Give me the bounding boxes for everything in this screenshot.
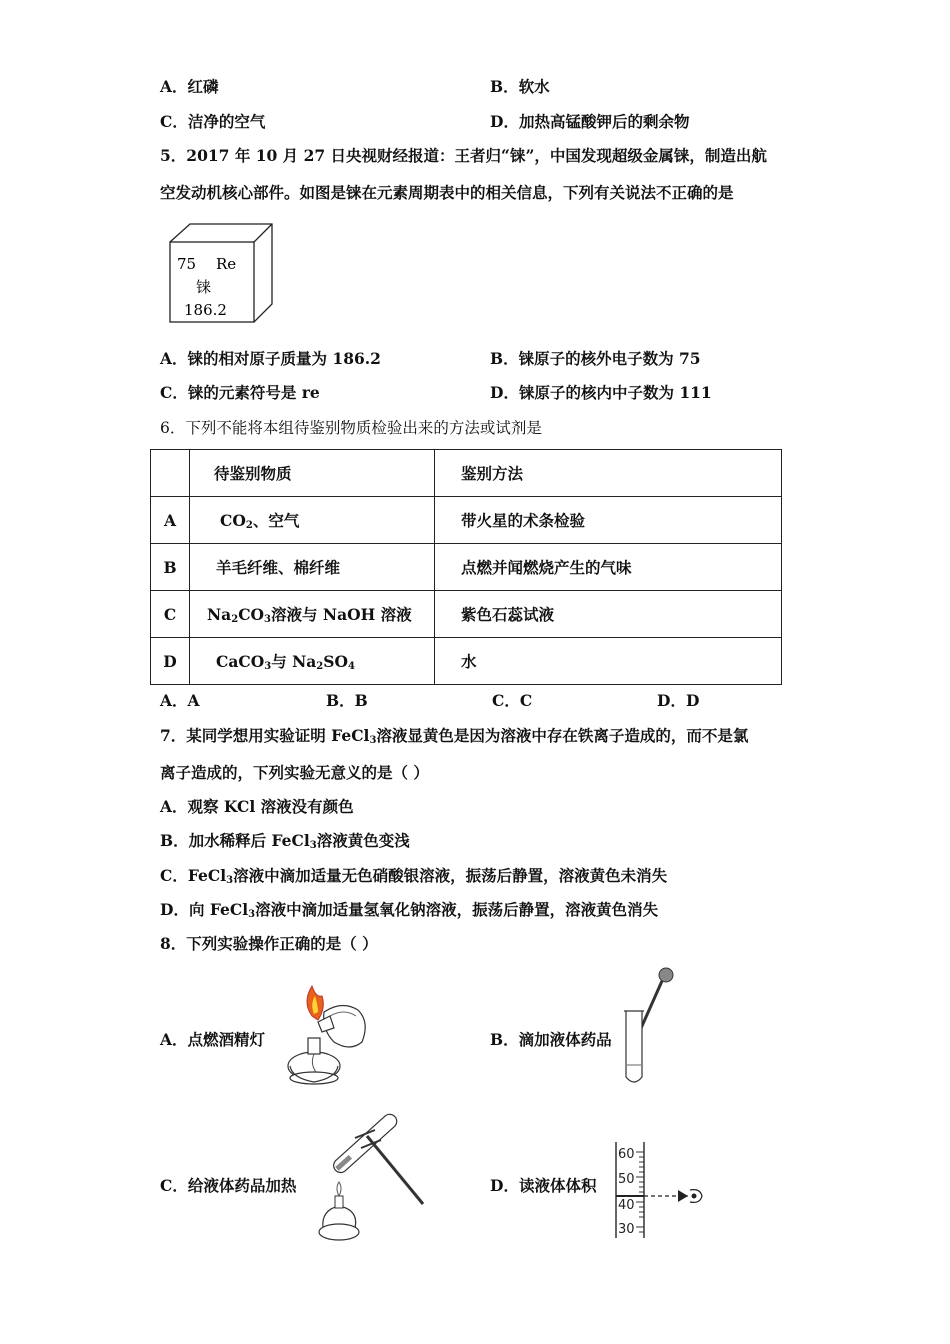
- cylinder-tick-60: 60: [618, 1147, 635, 1162]
- q5-stem-line2: 空发动机核心部件。如图是铼在元素周期表中的相关信息，下列有关说法不正确的是: [160, 183, 734, 202]
- q6-answer-a: A．A: [160, 691, 200, 710]
- row-label: D: [151, 638, 190, 685]
- row-substance: $CO_2$、空气: [190, 497, 435, 544]
- row-substance: CaCO$_3$与 $Na_2SO_4$: [190, 638, 435, 685]
- q7-option-c: C．FeCl$_3$溶液中滴加适量无色硝酸银溶液，振荡后静置，溶液黄色未消失: [160, 866, 668, 886]
- q5-stem-line1: 5．2017 年 10 月 27 日央视财经报道：王者归“铼”，中国发现超级金属铼，制造出航: [160, 146, 767, 165]
- heating-liquid-image: [305, 1122, 435, 1252]
- q4-option-a: A．红磷: [160, 77, 219, 96]
- q7-stem-line1: 7．某同学想用实验证明 FeCl$_3$溶液显黄色是因为溶液中存在铁离子造成的，而不是氯: [160, 726, 749, 746]
- q7-stem-line2: 离子造成的，下列实验无意义的是（ ）: [160, 763, 429, 782]
- element-atomic-mass: 186.2: [184, 301, 227, 319]
- q7-option-b: B．加水稀释后 FeCl$_3$溶液黄色变浅: [160, 831, 410, 851]
- table-row: [151, 591, 782, 638]
- table-row: [151, 638, 782, 685]
- q5-option-b: B．铼原子的核外电子数为 75: [490, 349, 701, 368]
- q4-option-c: C．洁净的空气: [160, 112, 266, 131]
- q8-stem: 8．下列实验操作正确的是（ ）: [160, 934, 378, 953]
- q4-option-d: D．加热高锰酸钾后的剩余物: [490, 112, 690, 131]
- lighting-alcohol-lamp-image: [272, 982, 382, 1092]
- element-card-image: [160, 220, 280, 330]
- cylinder-tick-30: 30: [618, 1222, 635, 1237]
- q5-option-d: D．铼原子的核内中子数为 111: [490, 383, 712, 402]
- table-header-substance: 待鉴别物质: [190, 450, 435, 497]
- dropping-liquid-image: [612, 965, 682, 1095]
- element-symbol: Re: [216, 255, 237, 273]
- q8-option-b: B．滴加液体药品: [490, 1030, 612, 1049]
- q6-stem: 6．下列不能将本组待鉴别物质检验出来的方法或试剂是: [160, 419, 542, 437]
- row-method: 点燃并闻燃烧产生的气味: [435, 544, 782, 591]
- q7-option-a: A．观察 KCl 溶液没有颜色: [160, 797, 354, 816]
- table-row: [151, 450, 782, 497]
- row-label: A: [151, 497, 190, 544]
- q6-answer-d: D．D: [657, 691, 700, 710]
- q8-option-c: C．给液体药品加热: [160, 1176, 297, 1195]
- q6-answer-b: B．B: [326, 691, 368, 710]
- table-row: [151, 544, 782, 591]
- row-method: 紫色石蕊试液: [435, 591, 782, 638]
- row-label: C: [151, 591, 190, 638]
- table-cell: [151, 450, 190, 497]
- row-label: B: [151, 544, 190, 591]
- q6-answer-c: C．C: [492, 691, 533, 710]
- q6-table: [150, 449, 782, 685]
- q8-option-a: A．点燃酒精灯: [160, 1030, 266, 1049]
- row-substance: 羊毛纤维、棉纤维: [190, 544, 435, 591]
- table-row: [151, 497, 782, 544]
- table-header-method: 鉴别方法: [435, 450, 782, 497]
- q8-option-d: D．读液体体积: [490, 1176, 597, 1195]
- reading-cylinder-image: [608, 1140, 708, 1240]
- q5-option-a: A．铼的相对原子质量为 186.2: [160, 349, 381, 368]
- row-method: 带火星的术条检验: [435, 497, 782, 544]
- row-method: 水: [435, 638, 782, 685]
- element-atomic-number: 75: [177, 255, 197, 273]
- q7-option-d: D．向 FeCl$_3$溶液中滴加适量氢氧化钠溶液，振荡后静置，溶液黄色消失: [160, 900, 659, 920]
- cylinder-tick-50: 50: [618, 1172, 635, 1187]
- row-substance: $Na_2CO_3$溶液与 NaOH 溶液: [190, 591, 435, 638]
- element-name: 铼: [196, 278, 212, 296]
- q4-option-b: B．软水: [490, 77, 550, 96]
- cylinder-tick-40: 40: [618, 1198, 635, 1213]
- q5-option-c: C．铼的元素符号是 re: [160, 383, 320, 402]
